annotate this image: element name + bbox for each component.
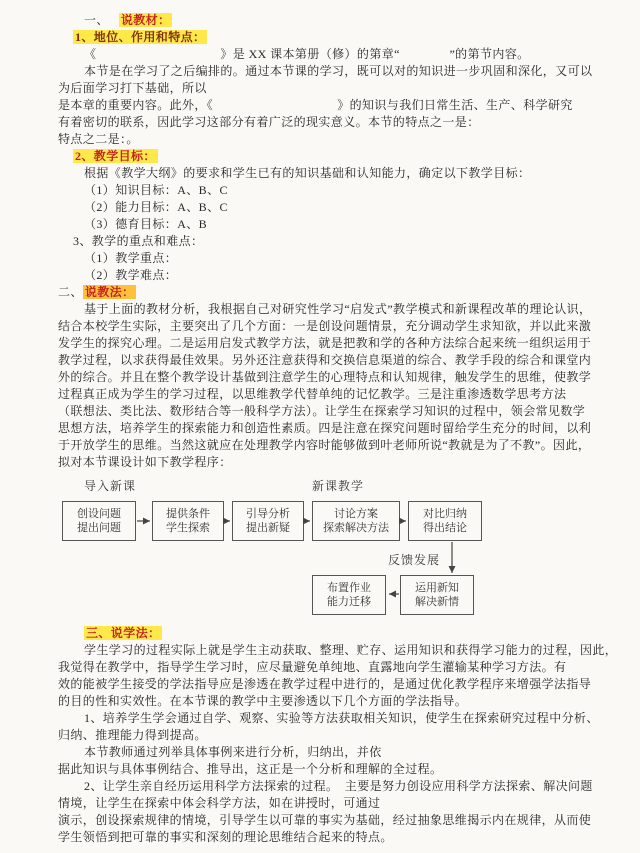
flow-box-text: 提供条件 <box>166 508 210 520</box>
text-line: 是本章的重要内容。此外，《 》的知识与我们日常生活、生产、科学研究 <box>58 98 573 112</box>
text-line: 归纳、推理能力得到提高。 <box>58 728 207 742</box>
flow-box-text: 得出结论 <box>423 522 467 534</box>
teaching-key-point-line: （1）教学重点： <box>84 251 178 265</box>
text-line: 的目的性和实效性。在本节课的教学中主要渗透以下几个方面的学法指导。 <box>58 694 468 708</box>
flow-box-text: 创设问题 <box>77 508 121 520</box>
text-line: 为后面学习打下基础，所以 <box>58 81 207 95</box>
flow-arrows <box>0 475 640 623</box>
text-line: 学生领悟到把可靠的事实和深刻的理论思维结合起来的特点。 <box>58 830 393 844</box>
teaching-procedure-flowchart <box>0 475 640 623</box>
text-line: 思想方法，培养学生的探索能力和创造性素质。四是注意在探究问题时留给学生充分的时间，以利 <box>58 421 592 435</box>
text-line: 1、培养学生学会通过自学、观察、实验等方法获取相关知识，使学生在探索研究过程中分析、 <box>84 711 599 725</box>
section2-title-highlight: 说教法： <box>84 285 135 299</box>
text-line: 本节是在学习了之后编排的。通过本节课的学习，既可以对的知识进一步巩固和深化，又可以 <box>84 64 593 78</box>
flow-box-text: 布置作业 <box>327 582 371 594</box>
flow-box-text: 探索解决方法 <box>323 522 389 534</box>
goal-knowledge-line: （1）知识目标：A、B、C <box>84 183 228 197</box>
flow-box-text: 提出新疑 <box>246 522 290 534</box>
section2-heading-line <box>58 284 594 301</box>
flow-box-text: 提出问题 <box>77 522 121 534</box>
section1-sub2-line <box>58 148 594 165</box>
flow-label-new-lesson: 新课教学 <box>312 479 365 493</box>
text-line: 《 》是 XX 课本第册（修）的第章“ ”的第节内容。 <box>84 47 530 61</box>
text-line: 教学过程，以求获得最佳效果。另外还注意获得和交换信息渠道的综合、教学手段的综合和课堂内 <box>58 353 592 367</box>
text-line: 特点之二是：。 <box>58 132 139 146</box>
text-line: 据此知识与具体事例结合、推导出，这正是一个分析和理解的全过程。 <box>58 762 443 776</box>
text-line: 过程真正成为学生的学习过程，以思维教学代替单纯的记忆教学。三是注重渗透数学思考方法 <box>58 387 567 401</box>
section1-heading-line <box>58 12 594 29</box>
teaching-difficulty-line: （2）教学难点： <box>84 268 178 282</box>
text-line: 情境，让学生在探索中体会科学方法，如在讲授时，可通过 <box>58 796 381 810</box>
section1-title-highlight: 说教材： <box>120 13 171 27</box>
text-line: 本节教师通过列举具体事例来进行分析，归纳出，并依 <box>84 745 382 759</box>
flow-label-lesson-intro: 导入新课 <box>84 479 137 493</box>
flow-label-feedback: 反馈发展 <box>388 553 441 567</box>
flow-box-text: 学生探索 <box>166 522 210 534</box>
section1-sub3-line: 3、教学的重点和难点： <box>73 234 204 248</box>
section2-number: 二、 <box>58 285 83 299</box>
goal-ability-line: （2）能力目标：A、B、C <box>84 200 228 214</box>
flow-box-text: 对比归纳 <box>423 508 467 520</box>
flow-box-text: 引导分析 <box>246 508 290 520</box>
text-line: （联想法、类比法、数形结合等一般科学方法）。让学生在探索学习知识的过程中，领会常见数学 <box>58 404 586 418</box>
flow-box-text: 解决新情 <box>415 596 459 608</box>
section1-sub2-highlight: 2、教学目标： <box>75 149 156 163</box>
text-line: 发学生的探究心理。二是运用启发式教学方法，就是把教和学的各种方法综合起来统一组织运用于 <box>58 336 592 350</box>
text-line: 根据《教学大纲》的要求和学生已有的知识基础和认知能力，确定以下教学目标： <box>84 166 531 180</box>
flow-box-text: 讨论方案 <box>334 508 378 520</box>
flow-box-text: 能力迁移 <box>327 596 371 608</box>
section1-number: 一、 <box>84 13 109 27</box>
text-line: 拟对本节课设计如下教学程序： <box>58 455 232 469</box>
flow-box-text: 运用新知 <box>415 582 459 594</box>
section1-sub1-line <box>58 29 594 46</box>
goal-moral-line: （3）德育目标：A、B <box>84 217 208 231</box>
section1-sub1-highlight: 1、地位、作用和特点： <box>75 30 206 44</box>
text-line: 效的能被学生接受的学法指导应是渗透在教学过程中进行的，是通过优化教学程序来增强学法指导 <box>58 677 592 691</box>
text-line: 我觉得在教学中，指导学生学习时，应尽量避免单纯地、直露地向学生灌输某种学习方法。有 <box>58 660 567 674</box>
text-line: 演示，创设探索规律的情境，引导学生以可靠的事实为基础，经过抽象思维揭示内在规律，从而使 <box>58 813 592 827</box>
text-line: 结合本校学生实际，主要突出了几个方面：一是创设问题情景，充分调动学生求知欲，并以此来激 <box>58 319 592 333</box>
text-line: 基于上面的教材分析，我根据自己对研究性学习“启发式”教学模式和新课程改革的理论认识， <box>84 302 592 316</box>
section3-heading-line <box>58 625 594 642</box>
text-line: 外的综合。并且在整个教学设计基做到注意学生的心理特点和认知规律，触发学生的思维，使教学 <box>58 370 592 384</box>
text-line: 学生学习的过程实际上就是学生主动获取、整理、贮存、运用知识和获得学习能力的过程，因此， <box>84 643 618 657</box>
text-line: 2、让学生亲自经历运用科学方法探索的过程。 主要是努力创设应用科学方法探索、解决问题 <box>84 779 593 793</box>
section3-title-highlight: 三、说学法： <box>86 626 161 640</box>
text-line: 于开放学生的思维。当然这就应在处理教学内容时能够做到叶老师所说“教就是为了不教”。因此， <box>58 438 591 452</box>
text-line: 有着密切的联系，因此学习这部分有着广泛的现实意义。本节的特点之一是： <box>58 115 480 129</box>
